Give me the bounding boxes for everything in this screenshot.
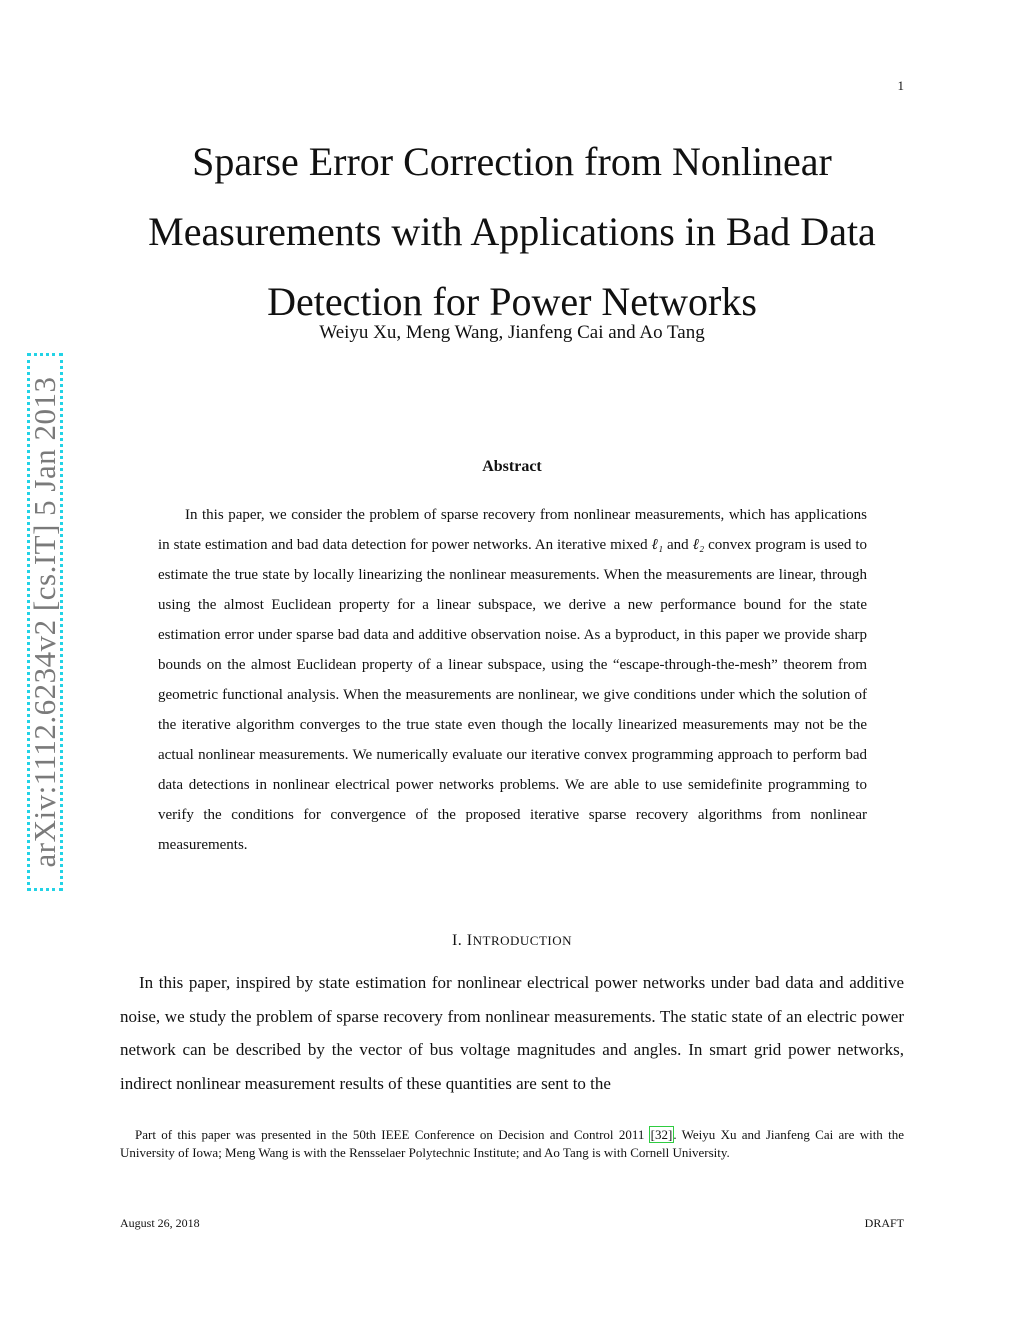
abstract-body [158, 500, 867, 860]
abstract-text-part-2: and [663, 537, 693, 553]
arxiv-identifier-text: arXiv:1112.6234v2 [cs.IT] 5 Jan 2013 [27, 376, 62, 868]
footnote-text-after: . Weiyu Xu and Jianfeng Cai are with the University of Iowa; Meng Wang is with the Rensselaer Polytechnic Institute; and Ao Tang is with Cornell University. [120, 1127, 904, 1160]
abstract-heading: Abstract [482, 458, 542, 475]
footnote-text-before: Part of this paper was presented in the 50th IEEE Conference on Decision and Control 2011 [135, 1127, 650, 1142]
section-heading-introduction [100, 932, 924, 950]
introduction-paragraph: In this paper, inspired by state estimation for nonlinear electrical power networks under bad data and additive noise, we study the problem of sparse recovery from nonlinear measurements. The static state of an electric power network can be described by the vector of bus voltage magnitudes and angles. In smart grid power networks, indirect nonlinear measurement results of these quantities are sent to the [120, 973, 904, 1093]
section-title-first-letter: I [466, 932, 473, 949]
arxiv-identifier-stamp[interactable] [27, 353, 63, 891]
section-title-rest: NTRODUCTION [472, 933, 573, 948]
math-l1-norm: ℓ₁ [651, 537, 664, 553]
abstract-text-part-3: convex program is used to estimate the true state by locally linearizing the nonlinear measurements. When the measurements are linear, through using the almost Euclidean property for a linear subspace, we derive a new performance bound for the state estimation error under sparse bad data and additive observation noise. As a byproduct, in this paper we provide sharp bounds on the almost Euclidean property of a linear subspace, using the “escape-through-the-mesh” theorem from geometric functional analysis. When the measurements are nonlinear, we give conditions under which the solution of the iterative algorithm converges to the true state even though the locally linearized measurements may not be the actual nonlinear measurements. We numerically evaluate our iterative convex programming approach to perform bad data detections in nonlinear electrical power networks problems. We are able to use semidefinite programming to verify the conditions for convergence of the proposed iterative sparse recovery algorithms from nonlinear measurements. [158, 537, 868, 853]
abstract-text-part-1: In this paper, we consider the problem of sparse recovery from nonlinear measurements, which has applications in state estimation and bad data detection for power networks. An iterative mixed [158, 507, 867, 553]
citation-link-32[interactable]: [32] [650, 1127, 673, 1142]
title-line-1: Sparse Error Correction from Nonlinear [192, 138, 832, 184]
title-line-2: Measurements with Applications in Bad Data [148, 208, 876, 254]
title-line-3: Detection for Power Networks [267, 278, 757, 324]
paper-title [100, 127, 924, 337]
footer-date: August 26, 2018 [120, 1216, 200, 1230]
footer-draft-label: DRAFT [864, 1216, 904, 1230]
section-numeral: I. [451, 932, 467, 949]
page-number: 1 [897, 78, 904, 93]
footnote [120, 1126, 904, 1162]
math-l2-norm: ℓ₂ [692, 537, 705, 553]
author-list: Weiyu Xu, Meng Wang, Jianfeng Cai and Ao Tang [319, 322, 705, 343]
